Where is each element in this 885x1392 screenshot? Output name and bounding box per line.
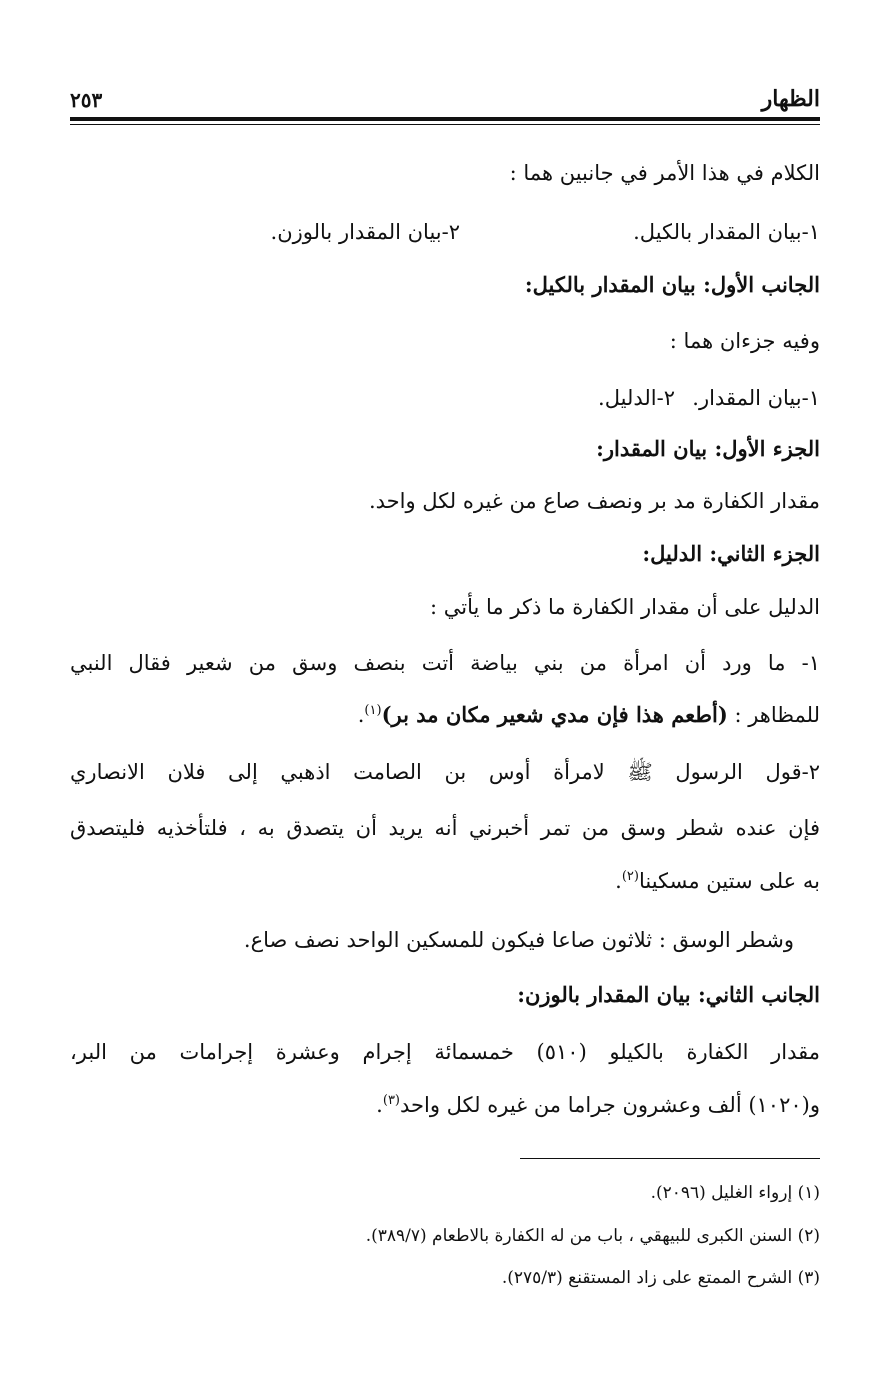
footnote: (٣) الشرح الممتع على زاد المستقنع (٢٧٥/٣).: [501, 1268, 820, 1288]
running-header: [70, 86, 820, 116]
footnote-ref: (٣): [382, 1093, 400, 1108]
list-item-2: ٢-بيان المقدار بالوزن.: [270, 220, 460, 244]
hadith-quote: (أطعم هذا فإن مدي شعير مكان مد بر): [381, 702, 728, 727]
period: .: [615, 869, 622, 893]
period: .: [357, 703, 365, 727]
section-heading: الجانب الأول: بيان المقدار بالكيل:: [524, 272, 820, 297]
text-run: به على ستين مسكينا: [638, 869, 820, 893]
subsection-heading: الجزء الأول: بيان المقدار:: [596, 436, 820, 461]
subsection-heading: الجزء الثاني: الدليل:: [642, 541, 820, 566]
text-run: للمظاهر :: [727, 703, 820, 727]
footnote-ref: (١): [364, 703, 382, 718]
header-rule-thick: [70, 117, 820, 121]
list-row: [70, 217, 820, 247]
paragraph-line: الكلام في هذا الأمر في جانبين هما :: [509, 161, 820, 185]
header-rule-thin: [70, 124, 820, 125]
paragraph-line: مقدار الكفارة مد بر ونصف صاع من غيره لكل واحد.: [368, 489, 820, 513]
paragraph-line: ٢-قول الرسول ﷺ لامرأة أوس بن الصامت اذهبي إلى فلان الانصاري: [70, 760, 820, 784]
section-heading: الجانب الثاني: بيان المقدار بالوزن:: [517, 982, 820, 1007]
list-item-1: ١-بيان المقدار بالكيل.: [633, 220, 820, 244]
footnote: (١) إرواء الغليل (٢٠٩٦).: [650, 1183, 820, 1203]
period: .: [376, 1093, 383, 1117]
book-page: [70, 0, 820, 1392]
paragraph-line: ١- ما ورد أن امرأة من بني بياضة أتت بنصف وسق من شعير فقال النبي: [70, 651, 820, 675]
paragraph-line: مقدار الكفارة بالكيلو (٥١٠) خمسمائة إجرام وعشرة إجرامات من البر،: [70, 1040, 820, 1064]
footnote-separator: [520, 1158, 820, 1159]
text-run: و(١٠٢٠) ألف وعشرون جراما من غيره لكل واحد: [400, 1093, 820, 1117]
list-row: [70, 383, 820, 413]
chapter-title: الظهار: [761, 86, 820, 112]
page-number: ٢٥٣: [70, 88, 103, 112]
list-item-1: ١-بيان المقدار.: [692, 386, 820, 410]
paragraph-line: فإن عنده شطر وسق من تمر أخبرني أنه يريد أن يتصدق به ، فلتأخذيه فليتصدق: [70, 816, 820, 840]
footnote-ref: (٢): [621, 869, 639, 884]
footnote: (٢) السنن الكبرى للبيهقي ، باب من له الكفارة بالاطعام (٣٨٩/٧).: [365, 1226, 820, 1246]
paragraph-line: [70, 1090, 820, 1120]
paragraph-line: وفيه جزءان هما :: [669, 329, 820, 353]
paragraph-line: [70, 700, 820, 730]
paragraph-line: [70, 866, 820, 896]
list-item-2: ٢-الدليل.: [598, 386, 675, 410]
paragraph-line: وشطر الوسق : ثلاثون صاعا فيكون للمسكين الواحد نصف صاع.: [243, 928, 794, 952]
paragraph-line: الدليل على أن مقدار الكفارة ما ذكر ما يأتي :: [430, 595, 820, 619]
